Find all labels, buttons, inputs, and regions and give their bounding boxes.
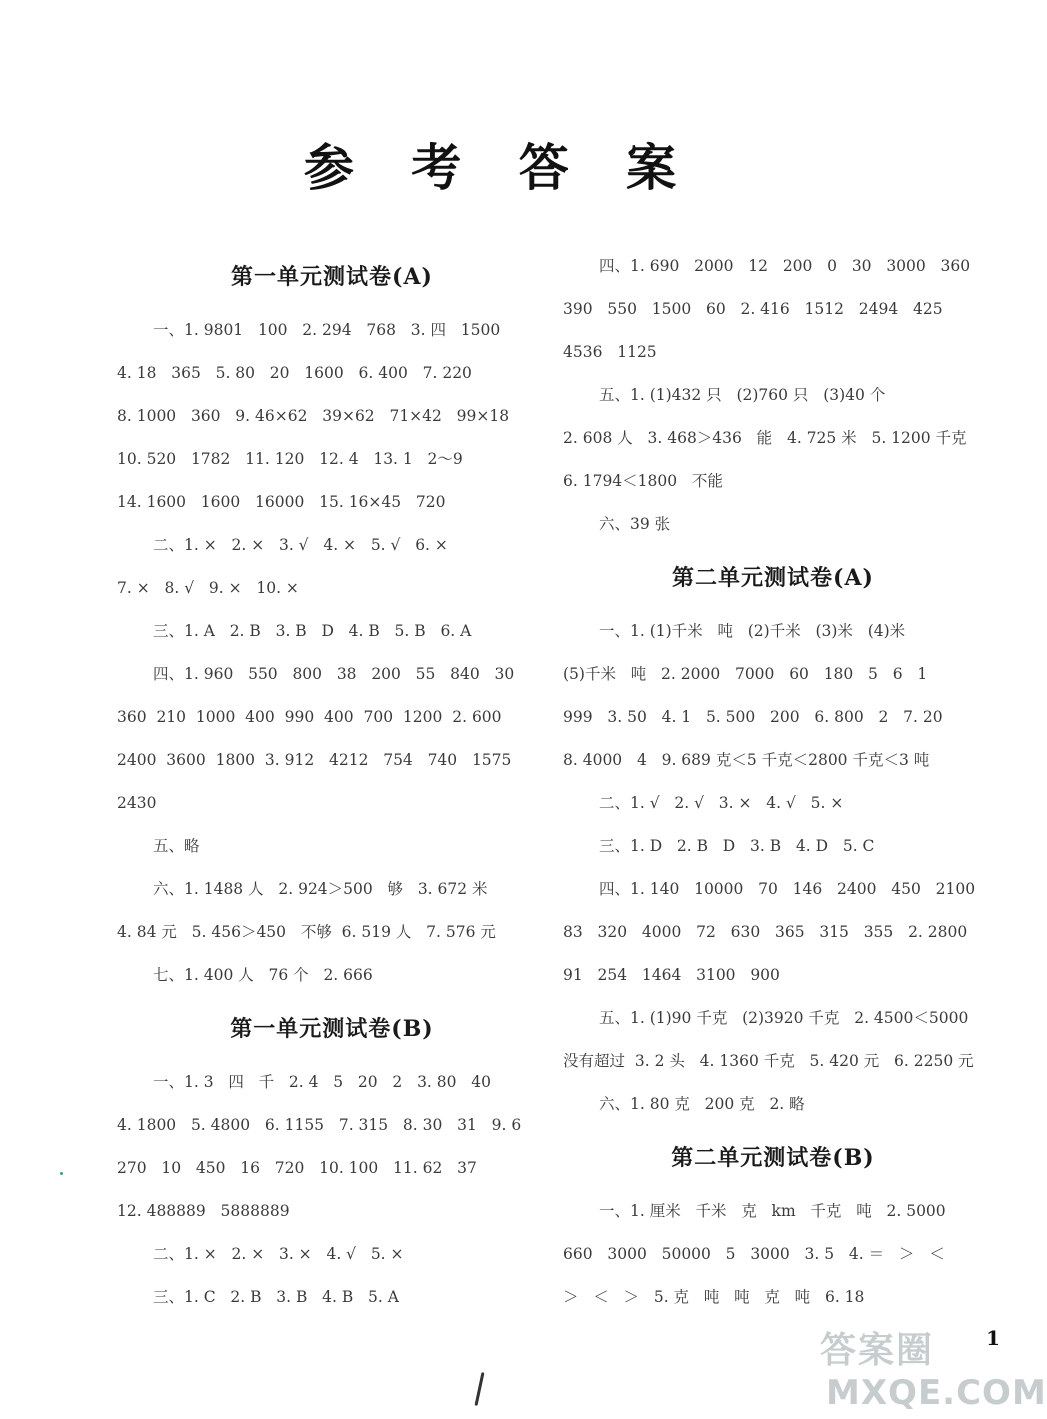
answer-line: 六、1. 80 克 200 克 2. 略 bbox=[599, 1095, 805, 1113]
right-column bbox=[563, 245, 983, 1319]
answer-line: 六、1. 1488 人 2. 924＞500 够 3. 672 米 bbox=[153, 880, 488, 898]
answer-line: 二、1. √ 2. √ 3. × 4. √ 5. × bbox=[599, 794, 844, 812]
answer-line: 三、1. C 2. B 3. B 4. B 5. A bbox=[153, 1288, 399, 1306]
left-column bbox=[117, 245, 547, 1319]
section-heading: 第二单元测试卷(A) bbox=[672, 565, 874, 591]
answer-line: 8. 1000 360 9. 46×62 39×62 71×42 99×18 bbox=[117, 407, 510, 425]
answer-line: 4. 1800 5. 4800 6. 1155 7. 315 8. 30 31 9. 6 bbox=[117, 1116, 522, 1134]
answer-line: 360 210 1000 400 990 400 700 1200 2. 600 bbox=[117, 708, 502, 726]
answer-line: 12. 488889 5888889 bbox=[117, 1202, 290, 1220]
answer-line: 83 320 4000 72 630 365 315 355 2. 2800 bbox=[563, 923, 968, 941]
answer-line: 一、1. 3 四 千 2. 4 5 20 2 3. 80 40 bbox=[153, 1073, 492, 1091]
pen-mark bbox=[474, 1372, 484, 1406]
answer-line: 三、1. A 2. B 3. B D 4. B 5. B 6. A bbox=[153, 622, 472, 640]
answer-line: 四、1. 960 550 800 38 200 55 840 30 bbox=[153, 665, 515, 683]
answer-line: 4536 1125 bbox=[563, 343, 657, 361]
section-heading: 第一单元测试卷(B) bbox=[230, 1016, 434, 1042]
answer-line: 4. 84 元 5. 456＞450 不够 6. 519 人 7. 576 元 bbox=[117, 923, 496, 941]
answer-line: 999 3. 50 4. 1 5. 500 200 6. 800 2 7. 20 bbox=[563, 708, 943, 726]
section-heading: 第一单元测试卷(A) bbox=[231, 264, 433, 290]
answer-line: 14. 1600 1600 16000 15. 16×45 720 bbox=[117, 493, 446, 511]
answer-line: 四、1. 690 2000 12 200 0 30 3000 360 bbox=[599, 257, 971, 275]
answer-line: 五、1. (1)90 千克 (2)3920 千克 2. 4500＜5000 bbox=[599, 1009, 969, 1027]
answer-line: 五、略 bbox=[153, 837, 200, 855]
page-title: 参 考 答 案 bbox=[303, 138, 697, 197]
answer-line: 270 10 450 16 720 10. 100 11. 62 37 bbox=[117, 1159, 477, 1177]
answer-line: 10. 520 1782 11. 120 12. 4 13. 1 2～9 bbox=[117, 450, 463, 468]
watermark-url: MXQE.COM bbox=[826, 1373, 1047, 1413]
answer-line: 二、1. × 2. × 3. × 4. √ 5. × bbox=[153, 1245, 404, 1263]
answer-line: 三、1. D 2. B D 3. B 4. D 5. C bbox=[599, 837, 875, 855]
answer-line: 2. 608 人 3. 468＞436 能 4. 725 米 5. 1200 千克 bbox=[563, 429, 967, 447]
watermark-logo: 答案圈 bbox=[820, 1330, 935, 1371]
answer-line: 4. 18 365 5. 80 20 1600 6. 400 7. 220 bbox=[117, 364, 472, 382]
answer-line: 8. 4000 4 9. 689 克＜5 千克＜2800 千克＜3 吨 bbox=[563, 751, 930, 769]
answer-line: 一、1. 厘米 千米 克 km 千克 吨 2. 5000 bbox=[599, 1202, 946, 1220]
answer-line: 2400 3600 1800 3. 912 4212 754 740 1575 bbox=[117, 751, 512, 769]
stray-dot bbox=[60, 1172, 63, 1175]
answer-line: 7. × 8. √ 9. × 10. × bbox=[117, 579, 299, 597]
answer-line: 一、1. (1)千米 吨 (2)千米 (3)米 (4)米 bbox=[599, 622, 906, 640]
answer-line: 没有超过 3. 2 头 4. 1360 千克 5. 420 元 6. 2250 元 bbox=[563, 1052, 974, 1070]
answer-line: 一、1. 9801 100 2. 294 768 3. 四 1500 bbox=[153, 321, 501, 339]
answer-line: 6. 1794＜1800 不能 bbox=[563, 472, 723, 490]
answer-line: ＞ ＜ ＞ 5. 克 吨 吨 克 吨 6. 18 bbox=[563, 1288, 865, 1306]
section-heading: 第二单元测试卷(B) bbox=[671, 1145, 875, 1171]
answer-line: 390 550 1500 60 2. 416 1512 2494 425 bbox=[563, 300, 943, 318]
answer-line: 六、39 张 bbox=[599, 515, 671, 533]
answer-line: (5)千米 吨 2. 2000 7000 60 180 5 6 1 bbox=[563, 665, 928, 683]
answer-line: 五、1. (1)432 只 (2)760 只 (3)40 个 bbox=[599, 386, 886, 404]
answer-line: 660 3000 50000 5 3000 3. 5 4. ＝ ＞ ＜ bbox=[563, 1245, 945, 1263]
page-number: 1 bbox=[986, 1326, 1000, 1350]
answer-line: 二、1. × 2. × 3. √ 4. × 5. √ 6. × bbox=[153, 536, 448, 554]
answer-line: 91 254 1464 3100 900 bbox=[563, 966, 780, 984]
answer-line: 2430 bbox=[117, 794, 157, 812]
answer-line: 四、1. 140 10000 70 146 2400 450 2100 bbox=[599, 880, 976, 898]
answer-line: 七、1. 400 人 76 个 2. 666 bbox=[153, 966, 373, 984]
